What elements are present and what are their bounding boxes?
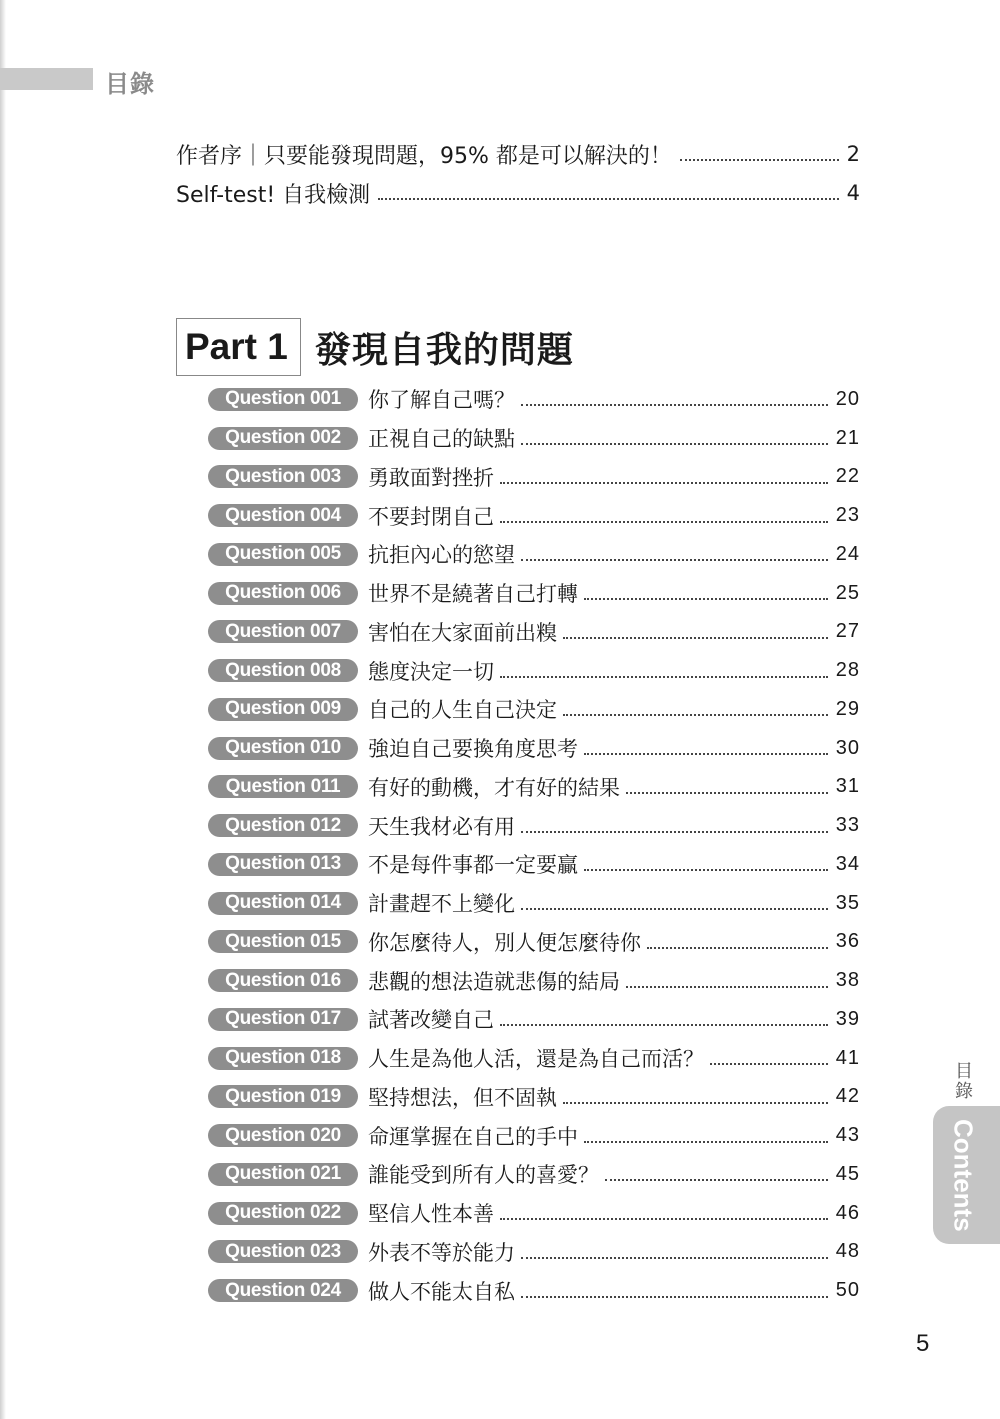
question-tag: Question 011: [208, 775, 358, 798]
question-tag: Question 013: [208, 853, 358, 876]
question-tag: Question 002: [208, 427, 358, 450]
leader-dots: [680, 159, 839, 161]
question-page: 28: [835, 659, 860, 682]
toc-question-row[interactable]: [208, 845, 860, 884]
leader-dots: [521, 559, 828, 561]
leader-dots: [584, 598, 828, 600]
leader-dots: [584, 1141, 828, 1143]
question-tag: Question 008: [208, 659, 358, 682]
leader-dots: [563, 1102, 828, 1104]
question-title: 態度決定一切: [368, 659, 494, 684]
leader-dots: [626, 986, 828, 988]
intro-entry-self-test[interactable]: [176, 177, 860, 209]
entry-page: 4: [846, 181, 860, 205]
toc-question-row[interactable]: [208, 458, 860, 497]
question-page: 36: [835, 930, 860, 953]
question-tag: Question 023: [208, 1240, 358, 1263]
question-title: 強迫自己要換角度思考: [368, 737, 578, 762]
question-page: 38: [835, 969, 860, 992]
toc-question-row[interactable]: [208, 768, 860, 807]
question-tag: Question 024: [208, 1279, 358, 1302]
question-page: 29: [835, 697, 860, 720]
question-tag: Question 007: [208, 620, 358, 643]
toc-question-row[interactable]: [208, 884, 860, 923]
question-tag: Question 021: [208, 1163, 358, 1186]
leader-dots: [605, 1179, 828, 1181]
part-title: 發現自我的問題: [314, 329, 574, 371]
question-title: 自己的人生自己決定: [368, 698, 557, 723]
entry-page: 2: [846, 142, 860, 166]
leader-dots: [500, 521, 828, 523]
toc-question-row[interactable]: [208, 380, 860, 419]
question-tag: Question 014: [208, 892, 358, 915]
question-tag: Question 010: [208, 737, 358, 760]
toc-question-row[interactable]: [208, 496, 860, 535]
question-tag: Question 001: [208, 388, 358, 411]
question-page: 21: [835, 426, 860, 449]
question-page: 46: [835, 1201, 860, 1224]
question-title: 勇敢面對挫折: [368, 465, 494, 490]
toc-question-row[interactable]: [208, 1116, 860, 1155]
question-page: 45: [835, 1162, 860, 1185]
question-tag: Question 016: [208, 969, 358, 992]
entry-label: Self-test! 自我檢測: [176, 182, 371, 208]
question-title: 做人不能太自私: [368, 1279, 515, 1304]
toc-question-row[interactable]: [208, 1233, 860, 1272]
toc-question-row[interactable]: [208, 729, 860, 768]
toc-question-row[interactable]: [208, 613, 860, 652]
question-tag: Question 003: [208, 465, 358, 488]
question-tag: Question 019: [208, 1085, 358, 1108]
question-page: 25: [835, 581, 860, 604]
question-page: 30: [835, 736, 860, 759]
header-title: 目錄: [105, 70, 155, 98]
leader-dots: [521, 1257, 828, 1259]
question-title: 不是每件事都一定要贏: [368, 853, 578, 878]
question-page: 35: [835, 891, 860, 914]
question-tag: Question 012: [208, 814, 358, 837]
question-page: 27: [835, 620, 860, 643]
question-tag: Question 005: [208, 543, 358, 566]
contents-tab-label: Contents: [948, 1118, 979, 1232]
question-tag: Question 004: [208, 504, 358, 527]
leader-dots: [500, 1024, 828, 1026]
leader-dots: [521, 1296, 828, 1298]
toc-question-row[interactable]: [208, 1078, 860, 1117]
question-page: 23: [835, 504, 860, 527]
question-title: 你了解自己嗎？: [368, 388, 515, 413]
question-title: 正視自己的缺點: [368, 427, 515, 452]
leader-dots: [584, 869, 828, 871]
part-heading: [176, 318, 574, 376]
part-label: Part 1: [176, 318, 301, 376]
toc-question-row[interactable]: [208, 1155, 860, 1194]
toc-question-row[interactable]: [208, 1271, 860, 1310]
toc-question-row[interactable]: [208, 923, 860, 962]
toc-question-row[interactable]: [208, 1194, 860, 1233]
leader-dots: [563, 637, 828, 639]
question-title: 你怎麼待人，別人便怎麼待你: [368, 930, 641, 955]
question-list: [208, 380, 860, 1310]
question-title: 堅持想法，但不固執: [368, 1085, 557, 1110]
leader-dots: [710, 1063, 828, 1065]
question-page: 31: [835, 775, 860, 798]
question-page: 24: [835, 542, 860, 565]
question-title: 世界不是繞著自己打轉: [368, 582, 578, 607]
question-page: 48: [835, 1240, 860, 1263]
question-page: 50: [835, 1279, 860, 1302]
leader-dots: [584, 753, 828, 755]
question-tag: Question 015: [208, 930, 358, 953]
question-title: 外表不等於能力: [368, 1240, 515, 1265]
leader-dots: [647, 947, 828, 949]
question-tag: Question 020: [208, 1124, 358, 1147]
question-title: 誰能受到所有人的喜愛？: [368, 1163, 599, 1188]
question-tag: Question 022: [208, 1202, 358, 1225]
side-label: 目錄: [955, 1061, 973, 1102]
toc-question-row[interactable]: [208, 1039, 860, 1078]
question-title: 計畫趕不上變化: [368, 892, 515, 917]
toc-question-row[interactable]: [208, 535, 860, 574]
leader-dots: [563, 714, 828, 716]
leader-dots: [521, 831, 828, 833]
question-title: 命運掌握在自己的手中: [368, 1124, 578, 1149]
question-title: 有好的動機，才有好的結果: [368, 775, 620, 800]
question-page: 42: [835, 1085, 860, 1108]
question-title: 悲觀的想法造就悲傷的結局: [368, 969, 620, 994]
intro-entry-preface[interactable]: [176, 138, 860, 170]
leader-dots: [521, 443, 828, 445]
toc-question-row[interactable]: [208, 651, 860, 690]
question-title: 害怕在大家面前出糗: [368, 620, 557, 645]
toc-question-row[interactable]: [208, 574, 860, 613]
page-number: 5: [916, 1330, 930, 1357]
question-page: 33: [835, 814, 860, 837]
question-page: 20: [835, 387, 860, 410]
question-page: 22: [835, 465, 860, 488]
question-title: 天生我材必有用: [368, 814, 515, 839]
question-page: 34: [835, 852, 860, 875]
toc-question-row[interactable]: [208, 1000, 860, 1039]
toc-question-row[interactable]: [208, 806, 860, 845]
question-page: 39: [835, 1007, 860, 1030]
toc-question-row[interactable]: [208, 690, 860, 729]
question-page: 43: [835, 1124, 860, 1147]
leader-dots: [521, 404, 828, 406]
question-title: 抗拒內心的慾望: [368, 543, 515, 568]
leader-dots: [378, 198, 838, 200]
leader-dots: [500, 1218, 828, 1220]
leader-dots: [500, 676, 828, 678]
question-page: 41: [835, 1046, 860, 1069]
toc-question-row[interactable]: [208, 419, 860, 458]
question-tag: Question 006: [208, 582, 358, 605]
entry-label: 作者序｜只要能發現問題，95% 都是可以解決的！: [176, 143, 672, 169]
question-title: 試著改變自己: [368, 1008, 494, 1033]
leader-dots: [626, 792, 828, 794]
leader-dots: [521, 908, 828, 910]
question-title: 不要封閉自己: [368, 504, 494, 529]
toc-question-row[interactable]: [208, 961, 860, 1000]
leader-dots: [500, 482, 828, 484]
question-tag: Question 017: [208, 1008, 358, 1031]
question-title: 人生是為他人活，還是為自己而活？: [368, 1047, 704, 1072]
header-bar: [0, 68, 93, 90]
question-tag: Question 009: [208, 698, 358, 721]
page-edge-shadow: [0, 0, 6, 1419]
question-tag: Question 018: [208, 1047, 358, 1070]
contents-side-tab[interactable]: [933, 1106, 1000, 1244]
question-title: 堅信人性本善: [368, 1202, 494, 1227]
